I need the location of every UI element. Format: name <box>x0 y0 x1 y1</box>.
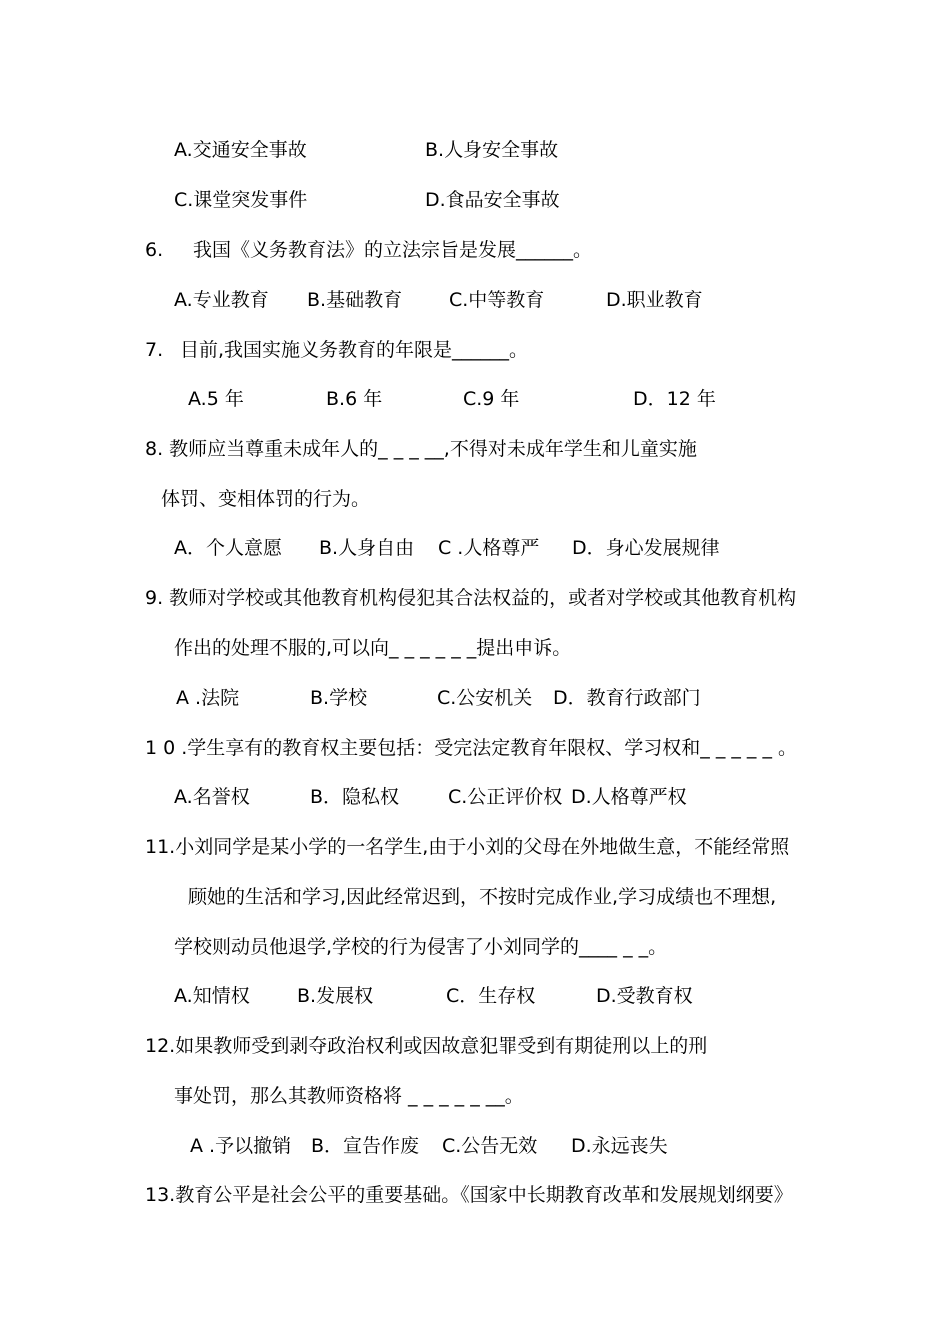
q12-stem-continued: 事处罚，那么其教师资格将 _ _ _ _ _ __。 <box>174 1085 524 1107</box>
q11-option-c: C．生存权 <box>446 985 536 1007</box>
q5-option-a: A.交通安全事故 <box>174 139 307 161</box>
q6-option-d: D.职业教育 <box>606 289 703 311</box>
q10-stem: 1 0 .学生享有的教育权主要包括：受完法定教育年限权、学习权和_ _ _ _ _ 。 <box>145 737 797 759</box>
q8-option-c: C .人格尊严 <box>438 537 540 559</box>
q11-stem: 11.小刘同学是某小学的一名学生,由于小刘的父母在外地做生意，不能经常照 <box>145 836 790 858</box>
q10-option-a: A.名誉权 <box>174 786 250 808</box>
q10-option-b: B．隐私权 <box>310 786 400 808</box>
q6-stem: 我国《义务教育法》的立法宗旨是发展______。 <box>193 239 593 261</box>
q13-stem: 13.教育公平是社会公平的重要基础。《国家中长期教育改革和发展规划纲要》 <box>145 1184 793 1206</box>
q9-option-a: A .法院 <box>176 687 240 709</box>
q10-option-c: C.公正评价权 <box>448 786 563 808</box>
q9-stem: 9. 教师对学校或其他教育机构侵犯其合法权益的，或者对学校或其他教育机构 <box>145 587 797 609</box>
q6-number: 6. <box>145 239 164 261</box>
q7-option-d: D．12 年 <box>633 388 716 410</box>
q7-number: 7. <box>145 339 164 361</box>
q9-option-c: C.公安机关 <box>437 687 533 709</box>
q6-option-c: C.中等教育 <box>449 289 545 311</box>
q11-option-d: D.受教育权 <box>596 985 693 1007</box>
q5-option-c: C.课堂突发事件 <box>174 189 308 211</box>
q11-stem-continued: 顾她的生活和学习,因此经常迟到，不按时完成作业,学习成绩也不理想, <box>188 886 777 908</box>
q7-option-c: C.9 年 <box>463 388 520 410</box>
q8-stem: 8. 教师应当尊重未成年人的_ _ _ __,不得对未成年学生和儿童实施 <box>145 438 697 460</box>
q8-stem-continued: 体罚、变相体罚的行为。 <box>161 488 371 510</box>
q5-option-d: D.食品安全事故 <box>425 189 560 211</box>
q12-option-d: D.永远丧失 <box>571 1135 668 1157</box>
q11-option-a: A.知情权 <box>174 985 250 1007</box>
q12-stem: 12.如果教师受到剥夺政治权利或因故意犯罪受到有期徒刑以上的刑 <box>145 1035 708 1057</box>
q5-option-b: B.人身安全事故 <box>425 139 559 161</box>
q8-option-a: A．个人意愿 <box>174 537 282 559</box>
q8-option-b: B.人身自由 <box>319 537 415 559</box>
q9-stem-continued: 作出的处理不服的,可以向_ _ _ _ _ _提出申诉。 <box>174 637 572 659</box>
q10-option-d: D.人格尊严权 <box>571 786 687 808</box>
q7-stem: 目前,我国实施义务教育的年限是______。 <box>180 339 529 361</box>
q9-option-b: B.学校 <box>310 687 368 709</box>
q12-option-b: B．宣告作废 <box>311 1135 420 1157</box>
q8-option-d: D．身心发展规律 <box>572 537 720 559</box>
q7-option-b: B.6 年 <box>326 388 383 410</box>
q6-option-b: B.基础教育 <box>307 289 403 311</box>
q7-option-a: A.5 年 <box>188 388 244 410</box>
q12-option-c: C.公告无效 <box>442 1135 538 1157</box>
q12-option-a: A .予以撤销 <box>190 1135 292 1157</box>
q9-option-d: D．教育行政部门 <box>553 687 701 709</box>
q6-option-a: A.专业教育 <box>174 289 269 311</box>
q11-stem-end: 学校则动员他退学,学校的行为侵害了小刘同学的____ _ _。 <box>174 936 668 958</box>
q11-option-b: B.发展权 <box>297 985 374 1007</box>
